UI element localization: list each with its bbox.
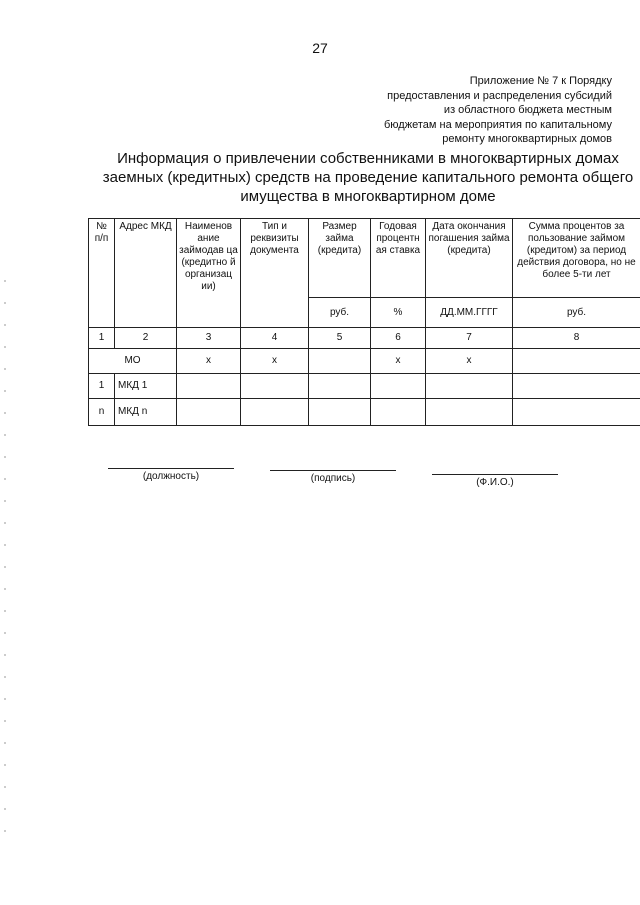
header-cell-address: Адрес МКД xyxy=(115,219,177,328)
table-cell: х xyxy=(371,349,426,374)
table-cell xyxy=(513,399,640,426)
table-cell xyxy=(371,374,426,399)
table-cell: n xyxy=(89,399,115,426)
document-title xyxy=(88,149,640,206)
title-line: имущества в многоквартирном доме xyxy=(240,188,496,205)
column-number-cell: 3 xyxy=(177,328,241,349)
table-cell xyxy=(309,374,371,399)
table-row xyxy=(89,374,640,399)
signature-line xyxy=(108,468,234,469)
column-number-cell: 2 xyxy=(115,328,177,349)
table-cell xyxy=(177,374,241,399)
column-numbers-row xyxy=(89,328,640,349)
table-cell: МО xyxy=(89,349,177,374)
column-number-cell: 7 xyxy=(426,328,513,349)
table-cell xyxy=(426,374,513,399)
unit-cell: % xyxy=(371,298,426,328)
table-cell xyxy=(513,374,640,399)
table-cell: МКД 1 xyxy=(115,374,177,399)
signature-sign-label: (подпись) xyxy=(310,473,356,484)
appendix-line: ремонту многоквартирных домов xyxy=(442,133,612,145)
column-number-cell: 8 xyxy=(513,328,640,349)
header-cell-rate: Годовая процентн ая ставка xyxy=(371,219,426,298)
appendix-line: бюджетам на мероприятия по капитальному xyxy=(384,118,612,131)
header-row xyxy=(89,219,640,298)
table-cell xyxy=(513,349,640,374)
column-number-cell: 4 xyxy=(241,328,309,349)
column-number-cell: 1 xyxy=(89,328,115,349)
column-number-cell: 5 xyxy=(309,328,371,349)
header-cell-interest-sum: Сумма процентов за пользование займом (кредитом) за период действия договора, но не более 5-ти лет xyxy=(513,219,640,298)
header-cell-lender: Наименов ание займодав ца (кредитно й организац ии) xyxy=(177,219,241,328)
table-cell xyxy=(426,399,513,426)
appendix-line: из областного бюджета местным xyxy=(443,104,612,116)
scan-edge-marks xyxy=(4,280,6,840)
table-cell xyxy=(241,374,309,399)
table-cell xyxy=(177,399,241,426)
signature-line xyxy=(432,474,558,475)
table-row-mo xyxy=(89,349,640,374)
loan-info-table xyxy=(88,218,640,426)
signature-name-label: (Ф.И.О.) xyxy=(476,477,514,488)
title-line: Информация о привлечении собственниками в многоквартирных домах xyxy=(117,150,619,167)
table-cell xyxy=(309,399,371,426)
table-cell: х xyxy=(241,349,309,374)
page-number: 27 xyxy=(312,40,328,56)
signature-name xyxy=(432,474,558,488)
table-cell: МКД n xyxy=(115,399,177,426)
table-cell xyxy=(309,349,371,374)
table-row xyxy=(89,399,640,426)
table-cell: х xyxy=(426,349,513,374)
unit-cell: ДД.ММ.ГГГГ xyxy=(426,298,513,328)
column-number-cell: 6 xyxy=(371,328,426,349)
header-cell-document: Тип и реквизиты документа xyxy=(241,219,309,328)
signature-position-label: (должность) xyxy=(142,471,200,482)
signature-sign xyxy=(270,470,396,484)
table-cell xyxy=(241,399,309,426)
appendix-note xyxy=(312,74,612,147)
signature-position xyxy=(108,468,234,482)
unit-cell: руб. xyxy=(309,298,371,328)
unit-cell: руб. xyxy=(513,298,640,328)
header-cell-loan-amount: Размер займа (кредита) xyxy=(309,219,371,298)
table-cell: 1 xyxy=(89,374,115,399)
appendix-line: Приложение № 7 к Порядку xyxy=(469,75,612,87)
header-cell-number: № п/п xyxy=(89,219,115,328)
title-line: заемных (кредитных) средств на проведение капитального ремонта общего xyxy=(102,169,634,186)
signature-line xyxy=(270,470,396,471)
header-cell-end-date: Дата окончания погашения займа (кредита) xyxy=(426,219,513,298)
table-cell: х xyxy=(177,349,241,374)
appendix-line: предоставления и распределения субсидий xyxy=(387,89,612,102)
table-cell xyxy=(371,399,426,426)
